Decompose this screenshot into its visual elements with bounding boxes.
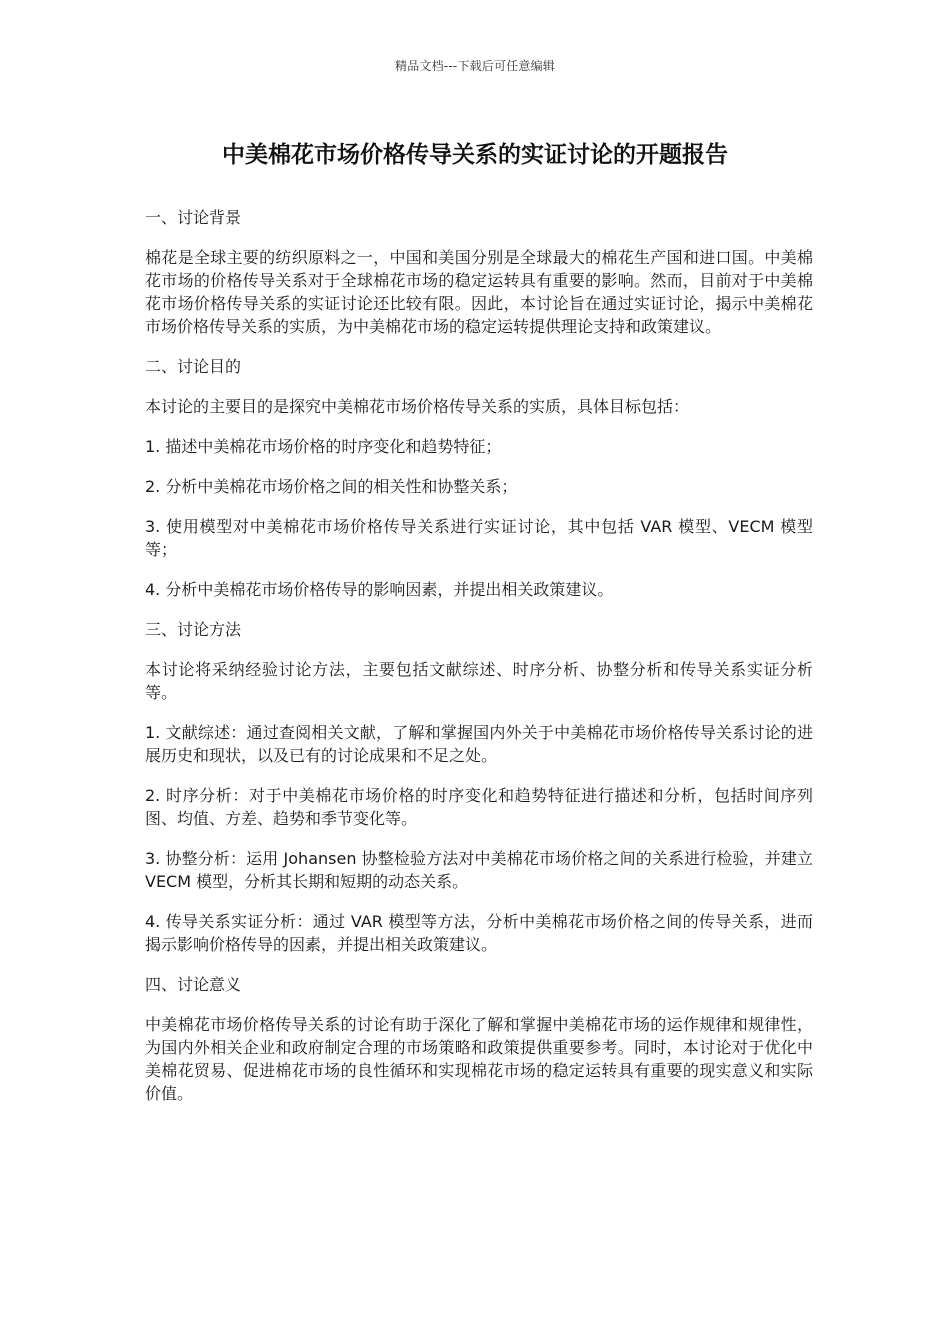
paragraph: 本讨论将采纳经验讨论方法，主要包括文献综述、时序分析、协整分析和传导关系实证分析等。 (145, 660, 813, 702)
paragraph: 棉花是全球主要的纺织原料之一，中国和美国分别是全球最大的棉花生产国和进口国。中美棉花市场的价格传导关系对于全球棉花市场的稳定运转具有重要的影响。然而，目前对于中美棉花市场价格传导关系的实证讨论还比较有限。因此，本讨论旨在通过实证讨论，揭示中美棉花市场价格传导关系的实质，为中美棉花市场的稳定运转提供理论支持和政策建议。 (145, 248, 813, 336)
list-item: 1. 文献综述：通过查阅相关文献，了解和掌握国内外关于中美棉花市场价格传导关系讨论的进展历史和现状，以及已有的讨论成果和不足之处。 (145, 723, 813, 765)
paragraph: 本讨论的主要目的是探究中美棉花市场价格传导关系的实质，具体目标包括： (145, 397, 690, 416)
list-item: 4. 传导关系实证分析：通过 VAR 模型等方法，分析中美棉花市场价格之间的传导关系，进而揭示影响价格传导的因素，并提出相关政策建议。 (145, 912, 813, 954)
document-title: 中美棉花市场价格传导关系的实证讨论的开题报告 (222, 142, 728, 168)
section-heading-method: 三、讨论方法 (145, 620, 242, 639)
document-body (145, 206, 813, 1122)
section-heading-significance: 四、讨论意义 (145, 975, 242, 994)
list-item: 4. 分析中美棉花市场价格传导的影响因素，并提出相关政策建议。 (145, 580, 614, 599)
paragraph: 中美棉花市场价格传导关系的讨论有助于深化了解和掌握中美棉花市场的运作规律和规律性，为国内外相关企业和政府制定合理的市场策略和政策提供重要参考。同时，本讨论对于优化中美棉花贸易、促进棉花市场的良性循环和实现棉花市场的稳定运转具有重要的现实意义和实际价值。 (145, 1015, 813, 1103)
list-item: 3. 使用模型对中美棉花市场价格传导关系进行实证讨论，其中包括 VAR 模型、VECM 模型等； (145, 517, 813, 559)
list-item: 2. 时序分析：对于中美棉花市场价格的时序变化和趋势特征进行描述和分析，包括时间序列图、均值、方差、趋势和季节变化等。 (145, 786, 813, 828)
list-item: 1. 描述中美棉花市场价格的时序变化和趋势特征； (145, 437, 502, 456)
list-item: 3. 协整分析：运用 Johansen 协整检验方法对中美棉花市场价格之间的关系进行检验，并建立 VECM 模型，分析其长期和短期的动态关系。 (145, 849, 813, 891)
section-heading-background: 一、讨论背景 (145, 208, 242, 227)
section-heading-purpose: 二、讨论目的 (145, 357, 242, 376)
list-item: 2. 分析中美棉花市场价格之间的相关性和协整关系； (145, 477, 518, 496)
header-note: 精品文档---下载后可任意编辑 (395, 59, 555, 73)
